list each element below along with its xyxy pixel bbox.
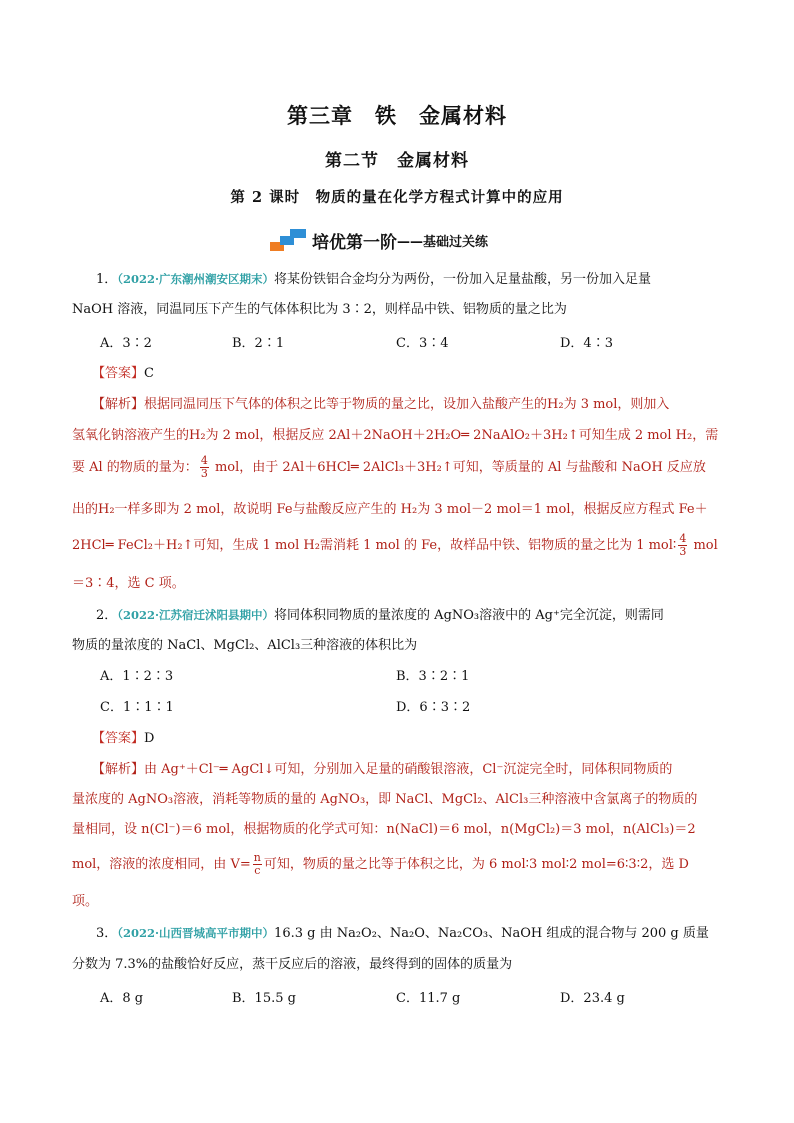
q2-source: （2022·江苏宿迁沭阳县期中） bbox=[117, 608, 275, 622]
q3-option-b[interactable]: B．15.5 g bbox=[232, 991, 296, 1006]
banner bbox=[270, 228, 488, 252]
lesson-title: 第 2 课时 物质的量在化学方程式计算中的应用 bbox=[230, 189, 564, 206]
q3-stem-line1: 3．（2022·山西晋城高平市期中）16.3 g 由 Na₂O₂、Na₂O、Na₂CO₃、NaOH 组成的混合物与 200 g 质量 bbox=[96, 926, 709, 941]
q2-option-b[interactable]: B．3∶2∶1 bbox=[396, 669, 470, 684]
q3-stem-line2: 分数为 7.3%的盐酸恰好反应，蒸干反应后的溶液，最终得到的固体的质量为 bbox=[72, 957, 513, 972]
section-title: 第二节 金属材料 bbox=[325, 151, 469, 171]
q1-explain-line1: 【解析】根据同温同压下气体的体积之比等于物质的量之比，设加入盐酸产生的H₂为 3 mol，则加入 bbox=[92, 397, 670, 412]
q2-answer: 【答案】D bbox=[92, 731, 155, 746]
q1-option-c[interactable]: C．3∶4 bbox=[396, 336, 449, 351]
fraction-4-3-b: $\frac{4}{3}$ bbox=[679, 532, 687, 558]
q1-option-b[interactable]: B．2∶1 bbox=[232, 336, 285, 351]
q3-option-d[interactable]: D．23.4 g bbox=[560, 991, 625, 1006]
banner-title: 培优第一阶 bbox=[312, 232, 397, 253]
q1-explain-line4: 出的H₂一样多即为 2 mol，故说明 Fe与盐酸反应产生的 H₂为 3 mol－2 mol＝1 mol，根据反应方程式 Fe＋ bbox=[72, 502, 708, 517]
fraction-n-c: $\frac{n}{c}$ bbox=[253, 851, 261, 877]
q1-option-a[interactable]: A．3∶2 bbox=[100, 336, 152, 351]
q2-option-a[interactable]: A．1∶2∶3 bbox=[100, 669, 174, 684]
q1-stem-line2: NaOH 溶液，同温同压下产生的气体体积比为 3∶2，则样品中铁、铝物质的量之比为 bbox=[72, 302, 567, 317]
q2-explain-line1: 【解析】由 Ag⁺＋Cl⁻═ AgCl↓可知，分别加入足量的硝酸银溶液，Cl⁻沉淀完全时，同体积同物质的 bbox=[92, 762, 673, 777]
q1-stem-line1: 1．（2022·广东潮州潮安区期末）将某份铁铝合金均分为两份，一份加入足量盐酸，另一份加入足量 bbox=[96, 272, 652, 287]
q1-explain-line5: 2HCl═ FeCl₂＋H₂↑可知，生成 1 mol H₂需消耗 1 mol 的 Fe，故样品中铁、铝物质的量之比为 1 mol∶ $\frac{4}{3}$ mol bbox=[72, 532, 718, 558]
q2-explain-line5: 项。 bbox=[72, 894, 99, 909]
q3-option-c[interactable]: C．11.7 g bbox=[396, 991, 461, 1006]
q2-explain-line2: 量浓度的 AgNO₃溶液，消耗等物质的量的 AgNO₃，即 NaCl、MgCl₂、AlCl₃三种溶液中含氯离子的物质的 bbox=[72, 792, 698, 807]
q2-stem-line1: 2．（2022·江苏宿迁沭阳县期中）将同体积同物质的量浓度的 AgNO₃溶液中的 Ag⁺完全沉淀，则需同 bbox=[96, 608, 664, 623]
banner-subtitle: ——基础过关练 bbox=[397, 234, 489, 250]
stairs-icon bbox=[270, 229, 310, 251]
q2-explain-line3: 量相同，设 n(Cl⁻)＝6 mol，根据物质的化学式可知：n(NaCl)＝6 mol，n(MgCl₂)＝3 mol，n(AlCl₃)＝2 bbox=[72, 822, 696, 837]
q1-option-d[interactable]: D．4∶3 bbox=[560, 336, 613, 351]
q1-explain-line2: 氢氧化钠溶液产生的H₂为 2 mol，根据反应 2Al＋2NaOH＋2H₂O═ 2NaAlO₂＋3H₂↑可知生成 2 mol H₂，需 bbox=[72, 428, 719, 443]
q1-source: （2022·广东潮州潮安区期末） bbox=[117, 272, 275, 286]
q1-explain-line6: ＝3∶4，选 C 项。 bbox=[72, 576, 185, 591]
chapter-title: 第三章 铁 金属材料 bbox=[287, 104, 507, 128]
q2-option-c[interactable]: C．1∶1∶1 bbox=[100, 700, 174, 715]
q2-explain-line4: mol，溶液的浓度相同，由 V= $\frac{n}{c}$ 可知，物质的量之比等于体积之比，为 6 mol∶3 mol∶2 mol=6∶3∶2，选 D bbox=[72, 851, 689, 877]
q3-source: （2022·山西晋城高平市期中） bbox=[117, 926, 275, 940]
q2-option-d[interactable]: D．6∶3∶2 bbox=[396, 700, 471, 715]
q2-stem-line2: 物质的量浓度的 NaCl、MgCl₂、AlCl₃三种溶液的体积比为 bbox=[72, 638, 418, 653]
q1-answer: 【答案】C bbox=[92, 366, 154, 381]
q3-option-a[interactable]: A．8 g bbox=[100, 991, 144, 1006]
q1-explain-line3: 要 Al 的物质的量为： $\frac{4}{3}$ mol，由于 2Al＋6HCl═ 2AlCl₃＋3H₂↑可知，等质量的 Al 与盐酸和 NaOH 反应放 bbox=[72, 454, 706, 480]
fraction-4-3: $\frac{4}{3}$ bbox=[200, 454, 208, 480]
